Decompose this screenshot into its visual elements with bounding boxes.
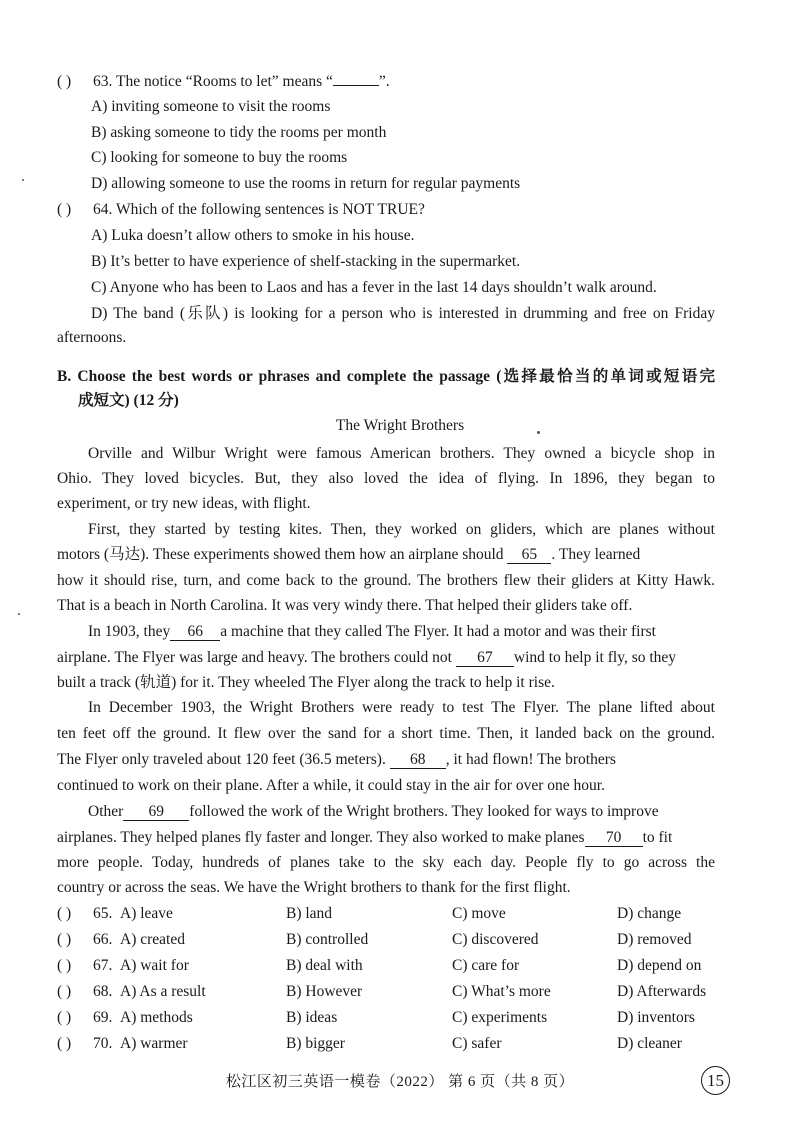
paragraph-2-line: how it should rise, turn, and come back to the ground. The brothers flew their gliders at Kitty Hawk. — [57, 572, 715, 589]
choice-d: D) removed — [617, 931, 692, 948]
choice-b: B) However — [286, 983, 363, 1000]
question-number: 70. — [93, 1035, 113, 1052]
paragraph-5-line — [88, 802, 659, 822]
paragraph-1-line: experiment, or try new ideas, with flight. — [57, 495, 311, 512]
option-a: A) Luka doesn’t allow others to smoke in his house. — [91, 227, 415, 244]
passage-title: The Wright Brothers — [335, 417, 465, 434]
choice-row-69 — [57, 1008, 737, 1028]
answer-paren: ( ) — [57, 201, 72, 218]
choice-a: A) warmer — [120, 1035, 188, 1052]
text: . They learned — [551, 546, 641, 563]
paragraph-3-line — [88, 622, 656, 642]
paragraph-1-line: Ohio. They loved bicycles. But, they also loved the idea of flying. In 1896, they began to — [57, 470, 715, 487]
option-c: C) looking for someone to buy the rooms — [91, 149, 348, 166]
choice-row-65 — [57, 904, 737, 924]
question-stem: 64. Which of the following sentences is NOT TRUE? — [93, 201, 425, 218]
text: , it had flown! The brothers — [445, 751, 616, 768]
option-c: C) Anyone who has been to Laos and has a fever in the last 14 days shouldn’t walk around. — [91, 279, 657, 296]
blank-70: 70 — [585, 830, 643, 847]
choice-row-68 — [57, 982, 737, 1002]
text: In 1903, they — [88, 623, 171, 640]
speck — [537, 431, 540, 434]
blank-69: 69 — [123, 804, 189, 821]
choice-a: A) created — [120, 931, 185, 948]
choice-d: D) change — [617, 905, 682, 922]
choice-a: A) methods — [120, 1009, 193, 1026]
speck — [22, 179, 24, 181]
paragraph-3-line — [57, 648, 676, 668]
choice-b: B) ideas — [286, 1009, 338, 1026]
text: airplane. The Flyer was large and heavy. The brothers could not — [57, 649, 452, 666]
choice-b: B) deal with — [286, 957, 363, 974]
blank-67: 67 — [456, 650, 514, 667]
question-number: 67. — [93, 957, 113, 974]
choice-row-66 — [57, 930, 737, 950]
text: followed the work of the Wright brothers. They looked for ways to improve — [189, 803, 659, 820]
paragraph-2-line: First, they started by testing kites. Then, they worked on gliders, which are planes without — [88, 521, 715, 538]
blank-68: 68 — [390, 752, 446, 769]
paragraph-4-line: continued to work on their plane. After a while, it could stay in the air for over one hour. — [57, 777, 605, 794]
answer-blank — [333, 85, 379, 86]
speck — [18, 613, 20, 615]
text: The Flyer only traveled about 120 feet (36.5 meters). — [57, 751, 386, 768]
option-d-continued: afternoons. — [57, 329, 127, 346]
question-number: 69. — [93, 1009, 113, 1026]
choice-c: C) move — [452, 905, 506, 922]
blank-66: 66 — [170, 624, 220, 641]
paragraph-4-line: ten feet off the ground. It flew over the sand for a short time. Then, it landed back on the ground. — [57, 725, 715, 742]
paragraph-2-line — [57, 545, 715, 565]
question-63 — [57, 72, 390, 92]
blank-65: 65 — [507, 547, 551, 564]
answer-paren: ( ) — [57, 905, 72, 922]
text: a machine that they called The Flyer. It had a motor and was their first — [220, 623, 656, 640]
option-d: D) The band (乐队) is looking for a person who is interested in drumming and free on Friday — [91, 305, 715, 322]
choice-d: D) inventors — [617, 1009, 695, 1026]
choice-c: C) experiments — [452, 1009, 548, 1026]
choice-row-67 — [57, 956, 737, 976]
choice-c: C) care for — [452, 957, 520, 974]
text: wind to help it fly, so they — [513, 649, 677, 666]
answer-paren: ( ) — [57, 73, 72, 90]
choice-d: D) cleaner — [617, 1035, 682, 1052]
option-a: A) inviting someone to visit the rooms — [91, 98, 331, 115]
question-stem: 63. The notice “Rooms to let” means “ — [93, 73, 333, 90]
choice-b: B) bigger — [286, 1035, 345, 1052]
answer-paren: ( ) — [57, 1009, 72, 1026]
answer-paren: ( ) — [57, 1035, 72, 1052]
question-number: 68. — [93, 983, 113, 1000]
question-number: 65. — [93, 905, 113, 922]
paragraph-5-line: country or across the seas. We have the Wright brothers to thank for the first flight. — [57, 879, 571, 896]
choice-b: B) land — [286, 905, 333, 922]
text: to fit — [642, 829, 673, 846]
section-b-heading: B. Choose the best words or phrases and complete the passage (选择最恰当的单词或短语完 — [57, 368, 715, 385]
option-d: D) allowing someone to use the rooms in return for regular payments — [91, 175, 521, 192]
page-badge: 15 — [701, 1066, 730, 1095]
choice-c: C) safer — [452, 1035, 502, 1052]
choice-c: C) What’s more — [452, 983, 551, 1000]
text: motors (马达). These experiments showed them how an airplane should — [57, 546, 504, 563]
answer-paren: ( ) — [57, 931, 72, 948]
choice-a: A) wait for — [120, 957, 189, 974]
page-footer: 松江区初三英语一模卷（2022） 第 6 页（共 8 页） — [225, 1074, 575, 1090]
paragraph-4-line — [57, 750, 616, 770]
choice-b: B) controlled — [286, 931, 369, 948]
paragraph-3-line: built a track (轨道) for it. They wheeled The Flyer along the track to help it rise. — [57, 674, 555, 691]
option-b: B) It’s better to have experience of shelf-stacking in the supermarket. — [91, 253, 521, 270]
choice-c: C) discovered — [452, 931, 539, 948]
text: Other — [88, 803, 124, 820]
option-b: B) asking someone to tidy the rooms per month — [91, 124, 387, 141]
question-number: 66. — [93, 931, 113, 948]
answer-paren: ( ) — [57, 957, 72, 974]
paragraph-4-line: In December 1903, the Wright Brothers were ready to test The Flyer. The plane lifted about — [88, 699, 715, 716]
paragraph-1-line: Orville and Wilbur Wright were famous American brothers. They owned a bicycle shop in — [88, 445, 715, 462]
answer-paren: ( ) — [57, 983, 72, 1000]
choice-a: A) As a result — [120, 983, 206, 1000]
paragraph-2-line: That is a beach in North Carolina. It was very windy there. That helped their gliders take off. — [57, 597, 633, 614]
question-stem-end: ”. — [378, 73, 390, 90]
choice-a: A) leave — [120, 905, 173, 922]
question-64 — [57, 200, 425, 220]
section-b-heading-cont: 成短文) (12 分) — [78, 392, 179, 409]
paragraph-5-line: more people. Today, hundreds of planes take to the sky each day. People fly to go across the — [57, 854, 715, 871]
choice-d: D) Afterwards — [617, 983, 707, 1000]
choice-row-70 — [57, 1034, 737, 1054]
choice-d: D) depend on — [617, 957, 702, 974]
paragraph-5-line — [57, 828, 672, 848]
text: airplanes. They helped planes fly faster and longer. They also worked to make planes — [57, 829, 585, 846]
